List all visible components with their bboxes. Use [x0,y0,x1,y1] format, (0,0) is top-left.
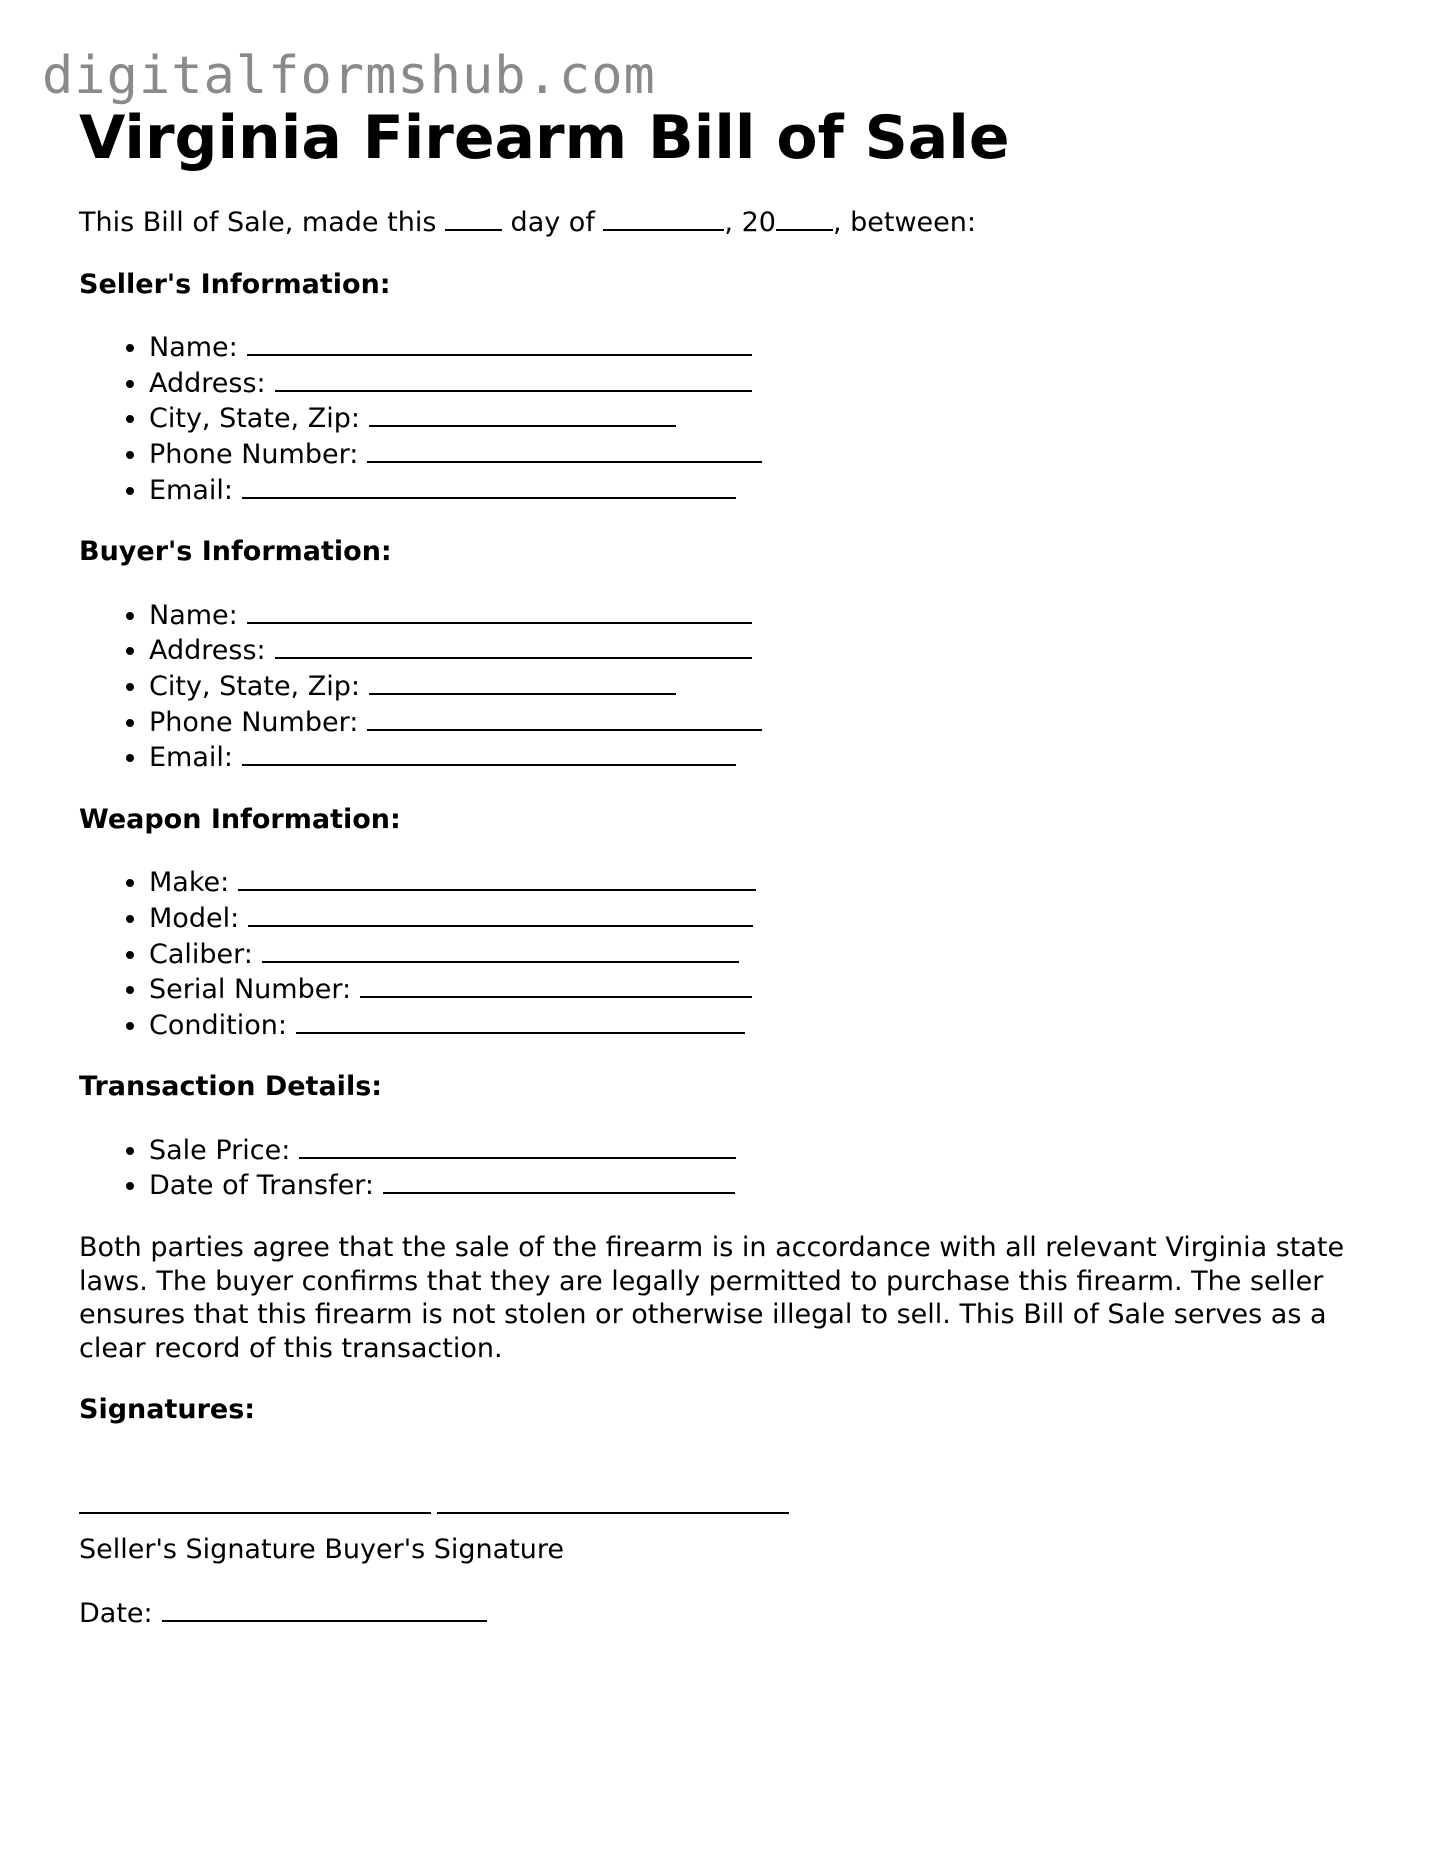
list-item [149,632,1379,668]
weapon-model-label: Model: [149,902,240,934]
sale-price-blank[interactable] [299,1132,736,1159]
seller-name-blank[interactable] [247,329,752,356]
buyer-city-blank[interactable] [369,668,676,695]
buyer-fields-list [79,597,1379,775]
intro-text-2: day of [501,207,604,238]
seller-phone-blank[interactable] [367,436,762,463]
list-item [149,900,1379,936]
document-title: Virginia Firearm Bill of Sale [79,103,1010,173]
weapon-serial-blank[interactable] [360,971,752,998]
list-item [149,739,1379,775]
transaction-fields-list [79,1132,1379,1203]
buyer-section-heading: Buyer's Information: [79,536,392,568]
sale-price-label: Sale Price: [149,1134,291,1166]
buyer-email-blank[interactable] [242,739,736,766]
list-item [149,704,1379,740]
weapon-make-blank[interactable] [238,864,756,891]
intro-text-3: , 20 [724,207,776,238]
weapon-make-label: Make: [149,867,230,899]
buyer-phone-label: Phone Number: [149,706,359,738]
site-watermark: digitalformshub.com [42,46,656,106]
weapon-condition-label: Condition: [149,1009,287,1041]
seller-city-label: City, State, Zip: [149,403,360,435]
buyer-phone-blank[interactable] [367,704,762,731]
transaction-section-heading: Transaction Details: [79,1071,383,1103]
buyer-name-blank[interactable] [247,597,752,624]
day-blank[interactable] [445,204,502,231]
transfer-date-label: Date of Transfer: [149,1170,374,1202]
list-item [149,1007,1379,1043]
list-item [149,400,1379,436]
intro-text-4: , between: [832,207,976,238]
seller-address-blank[interactable] [275,365,752,392]
list-item [149,436,1379,472]
weapon-caliber-blank[interactable] [262,936,739,963]
list-item [149,365,1379,401]
buyer-city-label: City, State, Zip: [149,670,360,702]
seller-section-heading: Seller's Information: [79,268,391,300]
weapon-caliber-label: Caliber: [149,938,253,970]
signature-labels: Seller's Signature Buyer's Signature [79,1534,565,1566]
seller-email-blank[interactable] [242,472,736,499]
seller-fields-list [79,329,1379,507]
signature-date-blank[interactable] [162,1595,487,1622]
year-blank[interactable] [776,204,833,231]
signature-lines [79,1487,1379,1519]
month-blank[interactable] [603,204,724,231]
buyer-address-blank[interactable] [275,632,752,659]
list-item [149,1132,1379,1168]
weapon-model-blank[interactable] [248,900,753,927]
weapon-fields-list [79,864,1379,1042]
seller-email-label: Email: [149,474,234,506]
buyer-address-label: Address: [149,635,266,667]
list-item [149,597,1379,633]
weapon-condition-blank[interactable] [296,1007,745,1034]
buyer-name-label: Name: [149,599,238,631]
list-item [149,329,1379,365]
buyer-email-label: Email: [149,742,234,774]
date-label: Date: [79,1597,153,1629]
seller-phone-label: Phone Number: [149,438,359,470]
signature-date-row [79,1595,1379,1631]
transfer-date-blank[interactable] [383,1167,735,1194]
terms-paragraph: Both parties agree that the sale of the firearm is in accordance with all relevant Virginia state laws. The buyer confirms that they are legally permitted to purchase this firearm. The seller ensures that this firearm is not stolen or otherwise illegal to sell. This Bill of Sale serves as a clear record of this transaction. [79,1232,1345,1364]
list-item [149,936,1379,972]
list-item [149,864,1379,900]
list-item [149,668,1379,704]
list-item [149,1167,1379,1203]
buyer-signature-line[interactable] [437,1487,789,1514]
seller-address-label: Address: [149,367,266,399]
signatures-heading: Signatures: [79,1394,256,1426]
seller-city-blank[interactable] [369,400,676,427]
intro-text-1: This Bill of Sale, made this [79,207,445,238]
list-item [149,472,1379,508]
weapon-section-heading: Weapon Information: [79,803,401,835]
weapon-serial-label: Serial Number: [149,974,352,1006]
seller-signature-line[interactable] [79,1487,431,1514]
intro-sentence [79,204,1379,240]
list-item [149,971,1379,1007]
seller-name-label: Name: [149,332,238,364]
bill-of-sale-document [79,98,1379,1630]
